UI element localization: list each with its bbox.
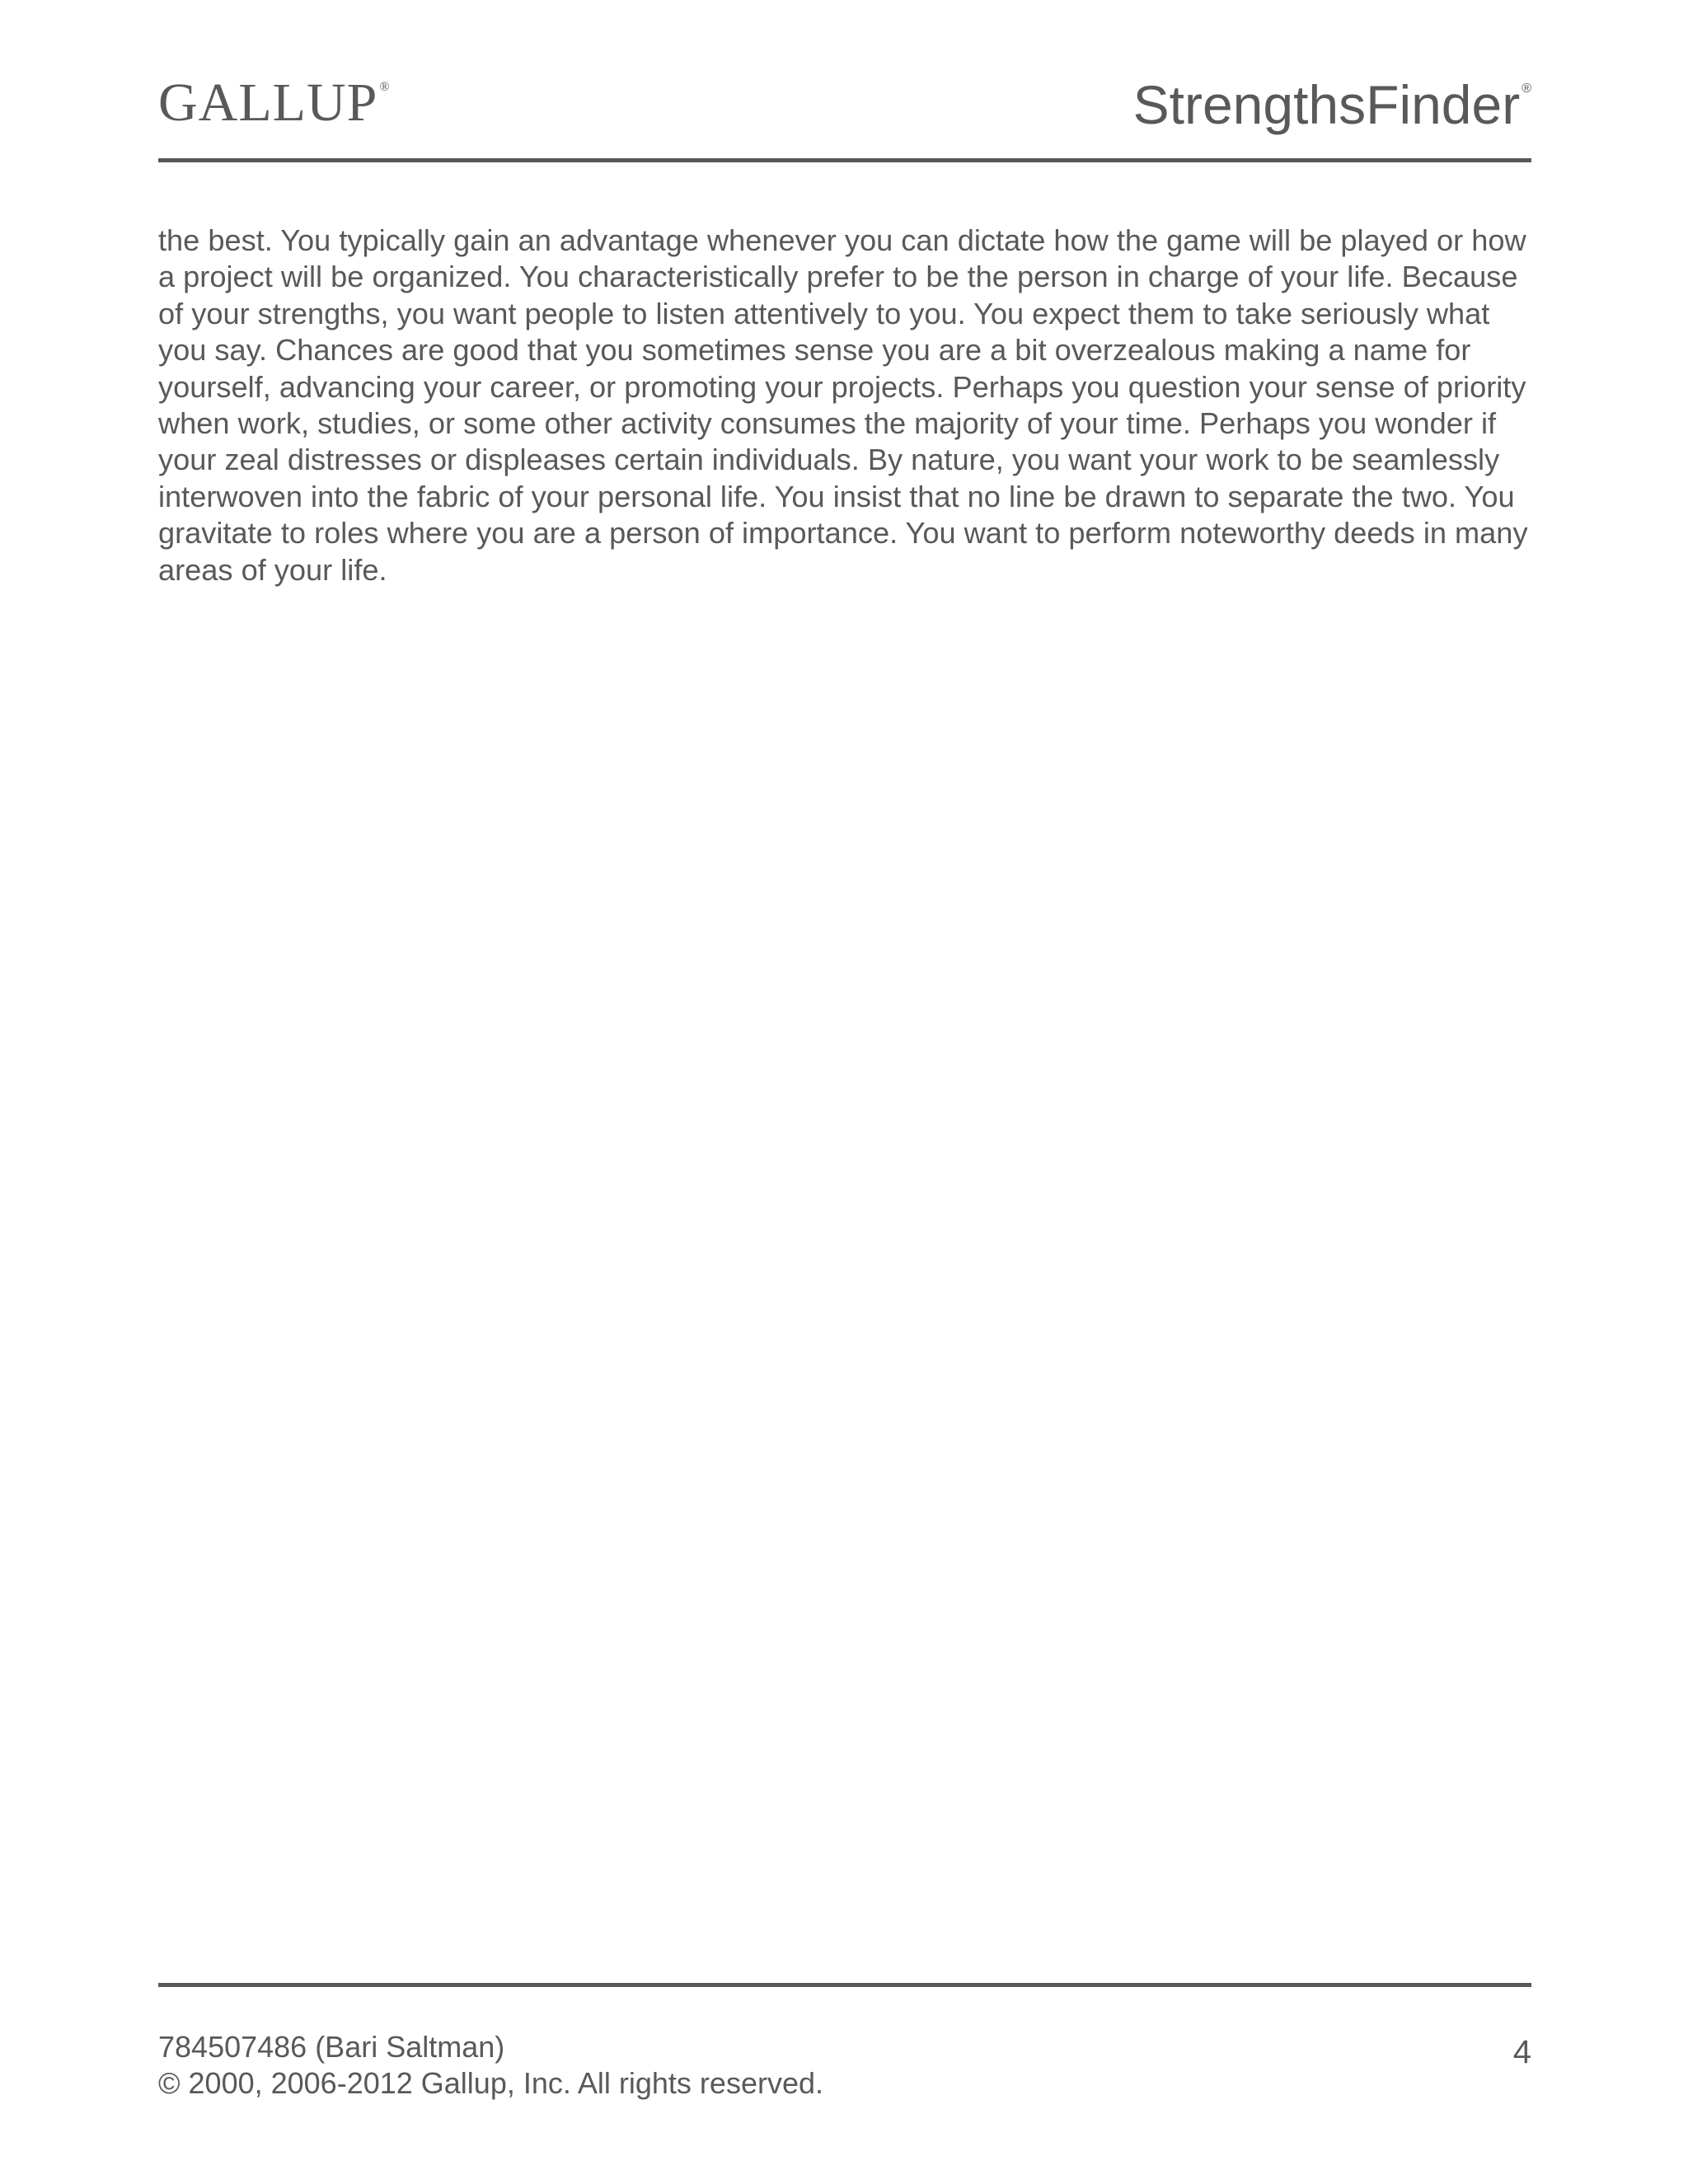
footer-id-line: 784507486 (Bari Saltman): [158, 2030, 505, 2064]
gallup-logo-text: GALLUP: [158, 73, 378, 133]
gallup-registered-mark: ®: [379, 80, 391, 94]
strengthsfinder-logo: [1132, 74, 1531, 135]
footer-info: [158, 2029, 823, 2102]
page-number: 4: [1512, 2034, 1531, 2070]
strengthsfinder-logo-text: StrengthsFinder: [1132, 74, 1521, 135]
body-paragraph: the best. You typically gain an advantage whenever you can dictate how the game will be played or how a project will be organized. You characteristically prefer to be the person in charge of your life. Because of your strengths, you want people to listen attentively to you. You expect them to take seriously what you say. Chances are good that you sometimes sense you are a bit overzealous making a name for yourself, advancing your career, or promoting your projects. Perhaps you question your sense of priority when work, studies, or some other activity consumes the majority of your time. Perhaps you wonder if your zeal distresses or displeases certain individuals. By nature, you want your work to be seamlessly interwoven into the fabric of your personal life. You insist that no line be drawn to separate the two. You gravitate to roles where you are a person of importance. You want to perform noteworthy deeds in many areas of your life.: [158, 223, 1528, 587]
footer-divider: [158, 1983, 1531, 1987]
strengthsfinder-registered-mark: ®: [1522, 82, 1531, 96]
footer-copyright: © 2000, 2006-2012 Gallup, Inc. All rights reserved.: [158, 2066, 823, 2100]
gallup-logo: [158, 73, 391, 133]
page-header: [158, 73, 1531, 155]
header-divider: [158, 158, 1531, 162]
